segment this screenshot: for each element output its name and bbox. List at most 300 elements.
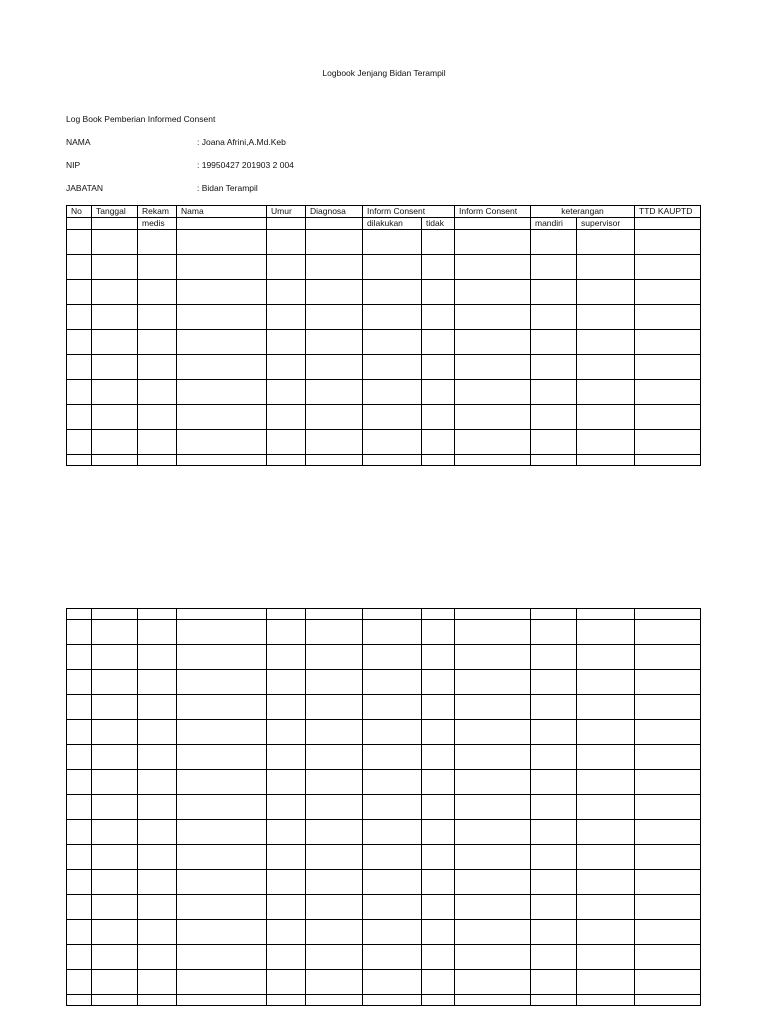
table-cell[interactable] bbox=[635, 845, 701, 870]
table-cell[interactable] bbox=[67, 695, 92, 720]
table-cell[interactable] bbox=[422, 870, 455, 895]
table-cell[interactable] bbox=[177, 695, 267, 720]
table-cell[interactable] bbox=[67, 795, 92, 820]
table-cell[interactable] bbox=[177, 770, 267, 795]
table-cell[interactable] bbox=[138, 970, 177, 995]
table-cell[interactable] bbox=[635, 330, 701, 355]
table-cell[interactable] bbox=[363, 770, 422, 795]
table-cell[interactable] bbox=[138, 305, 177, 330]
table-cell[interactable] bbox=[531, 845, 577, 870]
table-cell[interactable] bbox=[577, 620, 635, 645]
table-cell[interactable] bbox=[138, 770, 177, 795]
table-cell[interactable] bbox=[531, 670, 577, 695]
table-cell[interactable] bbox=[138, 670, 177, 695]
table-cell[interactable] bbox=[138, 405, 177, 430]
table-cell[interactable] bbox=[363, 895, 422, 920]
table-cell[interactable] bbox=[306, 945, 363, 970]
table-cell[interactable] bbox=[531, 995, 577, 1006]
table-cell[interactable] bbox=[577, 845, 635, 870]
table-cell[interactable] bbox=[138, 845, 177, 870]
table-cell[interactable] bbox=[67, 230, 92, 255]
table-cell[interactable] bbox=[455, 330, 531, 355]
table-cell[interactable] bbox=[363, 455, 422, 466]
table-cell[interactable] bbox=[531, 770, 577, 795]
table-cell[interactable] bbox=[363, 720, 422, 745]
table-cell[interactable] bbox=[267, 280, 306, 305]
table-cell[interactable] bbox=[577, 280, 635, 305]
table-cell[interactable] bbox=[92, 305, 138, 330]
table-cell[interactable] bbox=[577, 230, 635, 255]
table-cell[interactable] bbox=[363, 355, 422, 380]
table-cell[interactable] bbox=[531, 920, 577, 945]
table-cell[interactable] bbox=[363, 380, 422, 405]
table-cell[interactable] bbox=[577, 820, 635, 845]
table-cell[interactable] bbox=[635, 355, 701, 380]
table-cell[interactable] bbox=[531, 620, 577, 645]
table-cell[interactable] bbox=[177, 970, 267, 995]
table-cell[interactable] bbox=[363, 920, 422, 945]
table-cell[interactable] bbox=[531, 895, 577, 920]
table-cell[interactable] bbox=[67, 609, 92, 620]
table-cell[interactable] bbox=[306, 380, 363, 405]
table-cell[interactable] bbox=[92, 280, 138, 305]
table-cell[interactable] bbox=[635, 770, 701, 795]
table-cell[interactable] bbox=[363, 430, 422, 455]
table-cell[interactable] bbox=[635, 745, 701, 770]
table-cell[interactable] bbox=[531, 945, 577, 970]
table-cell[interactable] bbox=[92, 720, 138, 745]
table-cell[interactable] bbox=[67, 455, 92, 466]
table-cell[interactable] bbox=[363, 330, 422, 355]
table-cell[interactable] bbox=[455, 645, 531, 670]
table-cell[interactable] bbox=[531, 230, 577, 255]
table-cell[interactable] bbox=[67, 770, 92, 795]
table-cell[interactable] bbox=[422, 895, 455, 920]
table-cell[interactable] bbox=[267, 430, 306, 455]
table-cell[interactable] bbox=[92, 620, 138, 645]
table-cell[interactable] bbox=[267, 645, 306, 670]
table-cell[interactable] bbox=[177, 230, 267, 255]
table-cell[interactable] bbox=[138, 645, 177, 670]
table-cell[interactable] bbox=[455, 770, 531, 795]
table-cell[interactable] bbox=[635, 380, 701, 405]
table-cell[interactable] bbox=[306, 430, 363, 455]
table-cell[interactable] bbox=[635, 795, 701, 820]
table-cell[interactable] bbox=[635, 695, 701, 720]
table-cell[interactable] bbox=[267, 720, 306, 745]
table-cell[interactable] bbox=[267, 770, 306, 795]
table-cell[interactable] bbox=[635, 405, 701, 430]
table-cell[interactable] bbox=[455, 620, 531, 645]
table-cell[interactable] bbox=[531, 455, 577, 466]
table-cell[interactable] bbox=[531, 330, 577, 355]
table-cell[interactable] bbox=[577, 895, 635, 920]
table-cell[interactable] bbox=[92, 230, 138, 255]
table-cell[interactable] bbox=[67, 895, 92, 920]
table-cell[interactable] bbox=[422, 330, 455, 355]
table-cell[interactable] bbox=[177, 620, 267, 645]
table-cell[interactable] bbox=[67, 970, 92, 995]
table-cell[interactable] bbox=[67, 670, 92, 695]
table-cell[interactable] bbox=[363, 945, 422, 970]
table-cell[interactable] bbox=[531, 745, 577, 770]
table-cell[interactable] bbox=[92, 745, 138, 770]
table-cell[interactable] bbox=[177, 280, 267, 305]
table-cell[interactable] bbox=[306, 645, 363, 670]
table-cell[interactable] bbox=[422, 970, 455, 995]
table-cell[interactable] bbox=[267, 795, 306, 820]
table-cell[interactable] bbox=[306, 920, 363, 945]
table-cell[interactable] bbox=[177, 609, 267, 620]
table-cell[interactable] bbox=[67, 355, 92, 380]
table-cell[interactable] bbox=[422, 695, 455, 720]
table-cell[interactable] bbox=[363, 845, 422, 870]
table-cell[interactable] bbox=[306, 455, 363, 466]
table-cell[interactable] bbox=[306, 255, 363, 280]
table-cell[interactable] bbox=[455, 230, 531, 255]
table-cell[interactable] bbox=[177, 670, 267, 695]
table-cell[interactable] bbox=[531, 405, 577, 430]
table-cell[interactable] bbox=[422, 455, 455, 466]
table-cell[interactable] bbox=[67, 330, 92, 355]
table-cell[interactable] bbox=[306, 405, 363, 430]
table-cell[interactable] bbox=[138, 945, 177, 970]
table-cell[interactable] bbox=[306, 280, 363, 305]
table-cell[interactable] bbox=[422, 620, 455, 645]
table-cell[interactable] bbox=[92, 895, 138, 920]
table-cell[interactable] bbox=[306, 820, 363, 845]
table-cell[interactable] bbox=[267, 970, 306, 995]
table-cell[interactable] bbox=[67, 945, 92, 970]
table-cell[interactable] bbox=[306, 620, 363, 645]
table-cell[interactable] bbox=[67, 995, 92, 1006]
table-cell[interactable] bbox=[138, 230, 177, 255]
table-cell[interactable] bbox=[177, 945, 267, 970]
table-cell[interactable] bbox=[67, 820, 92, 845]
table-cell[interactable] bbox=[92, 845, 138, 870]
table-cell[interactable] bbox=[67, 920, 92, 945]
table-cell[interactable] bbox=[306, 305, 363, 330]
table-cell[interactable] bbox=[422, 430, 455, 455]
table-cell[interactable] bbox=[138, 995, 177, 1006]
table-cell[interactable] bbox=[455, 670, 531, 695]
table-cell[interactable] bbox=[267, 609, 306, 620]
table-cell[interactable] bbox=[531, 970, 577, 995]
table-cell[interactable] bbox=[92, 945, 138, 970]
table-cell[interactable] bbox=[267, 745, 306, 770]
table-cell[interactable] bbox=[306, 230, 363, 255]
table-cell[interactable] bbox=[267, 355, 306, 380]
table-cell[interactable] bbox=[177, 645, 267, 670]
table-cell[interactable] bbox=[267, 305, 306, 330]
table-cell[interactable] bbox=[67, 845, 92, 870]
table-cell[interactable] bbox=[363, 970, 422, 995]
table-cell[interactable] bbox=[138, 895, 177, 920]
table-cell[interactable] bbox=[531, 720, 577, 745]
table-cell[interactable] bbox=[67, 645, 92, 670]
table-cell[interactable] bbox=[635, 609, 701, 620]
table-cell[interactable] bbox=[306, 995, 363, 1006]
table-cell[interactable] bbox=[267, 620, 306, 645]
table-cell[interactable] bbox=[455, 280, 531, 305]
table-cell[interactable] bbox=[363, 255, 422, 280]
table-cell[interactable] bbox=[531, 820, 577, 845]
table-cell[interactable] bbox=[422, 405, 455, 430]
table-cell[interactable] bbox=[577, 430, 635, 455]
table-cell[interactable] bbox=[577, 695, 635, 720]
table-cell[interactable] bbox=[422, 770, 455, 795]
table-cell[interactable] bbox=[577, 670, 635, 695]
table-cell[interactable] bbox=[577, 355, 635, 380]
table-cell[interactable] bbox=[531, 255, 577, 280]
table-cell[interactable] bbox=[455, 945, 531, 970]
table-cell[interactable] bbox=[363, 645, 422, 670]
table-cell[interactable] bbox=[92, 355, 138, 380]
table-cell[interactable] bbox=[267, 230, 306, 255]
table-cell[interactable] bbox=[577, 795, 635, 820]
table-cell[interactable] bbox=[92, 380, 138, 405]
table-cell[interactable] bbox=[577, 870, 635, 895]
table-cell[interactable] bbox=[267, 380, 306, 405]
table-cell[interactable] bbox=[422, 230, 455, 255]
table-cell[interactable] bbox=[177, 405, 267, 430]
table-cell[interactable] bbox=[422, 280, 455, 305]
table-cell[interactable] bbox=[455, 255, 531, 280]
table-cell[interactable] bbox=[267, 845, 306, 870]
table-cell[interactable] bbox=[531, 870, 577, 895]
table-cell[interactable] bbox=[306, 845, 363, 870]
table-cell[interactable] bbox=[177, 870, 267, 895]
table-cell[interactable] bbox=[267, 870, 306, 895]
table-cell[interactable] bbox=[577, 255, 635, 280]
table-cell[interactable] bbox=[177, 255, 267, 280]
table-cell[interactable] bbox=[306, 355, 363, 380]
table-cell[interactable] bbox=[177, 355, 267, 380]
table-cell[interactable] bbox=[138, 609, 177, 620]
table-cell[interactable] bbox=[577, 945, 635, 970]
table-cell[interactable] bbox=[177, 920, 267, 945]
table-cell[interactable] bbox=[635, 255, 701, 280]
table-cell[interactable] bbox=[422, 845, 455, 870]
table-cell[interactable] bbox=[422, 670, 455, 695]
table-cell[interactable] bbox=[306, 895, 363, 920]
table-cell[interactable] bbox=[92, 405, 138, 430]
table-cell[interactable] bbox=[267, 695, 306, 720]
table-cell[interactable] bbox=[92, 995, 138, 1006]
table-cell[interactable] bbox=[422, 609, 455, 620]
table-cell[interactable] bbox=[138, 795, 177, 820]
table-cell[interactable] bbox=[363, 609, 422, 620]
table-cell[interactable] bbox=[177, 380, 267, 405]
table-cell[interactable] bbox=[267, 255, 306, 280]
table-cell[interactable] bbox=[67, 620, 92, 645]
table-cell[interactable] bbox=[577, 745, 635, 770]
table-cell[interactable] bbox=[92, 330, 138, 355]
table-cell[interactable] bbox=[635, 305, 701, 330]
table-cell[interactable] bbox=[577, 970, 635, 995]
table-cell[interactable] bbox=[138, 355, 177, 380]
table-cell[interactable] bbox=[422, 645, 455, 670]
table-cell[interactable] bbox=[363, 305, 422, 330]
table-cell[interactable] bbox=[138, 280, 177, 305]
table-cell[interactable] bbox=[67, 870, 92, 895]
table-cell[interactable] bbox=[363, 995, 422, 1006]
table-cell[interactable] bbox=[455, 455, 531, 466]
table-cell[interactable] bbox=[363, 745, 422, 770]
table-cell[interactable] bbox=[67, 430, 92, 455]
table-cell[interactable] bbox=[267, 995, 306, 1006]
table-cell[interactable] bbox=[67, 280, 92, 305]
table-cell[interactable] bbox=[363, 695, 422, 720]
table-cell[interactable] bbox=[138, 380, 177, 405]
table-cell[interactable] bbox=[138, 330, 177, 355]
table-cell[interactable] bbox=[92, 870, 138, 895]
table-cell[interactable] bbox=[635, 230, 701, 255]
table-cell[interactable] bbox=[455, 895, 531, 920]
table-cell[interactable] bbox=[267, 455, 306, 466]
table-cell[interactable] bbox=[577, 330, 635, 355]
table-cell[interactable] bbox=[455, 870, 531, 895]
table-cell[interactable] bbox=[306, 330, 363, 355]
table-cell[interactable] bbox=[92, 609, 138, 620]
table-cell[interactable] bbox=[455, 995, 531, 1006]
table-cell[interactable] bbox=[267, 920, 306, 945]
table-cell[interactable] bbox=[138, 620, 177, 645]
table-cell[interactable] bbox=[138, 820, 177, 845]
table-cell[interactable] bbox=[531, 645, 577, 670]
table-cell[interactable] bbox=[138, 695, 177, 720]
table-cell[interactable] bbox=[577, 645, 635, 670]
table-cell[interactable] bbox=[363, 405, 422, 430]
table-cell[interactable] bbox=[635, 720, 701, 745]
table-cell[interactable] bbox=[67, 720, 92, 745]
table-cell[interactable] bbox=[177, 455, 267, 466]
table-cell[interactable] bbox=[138, 455, 177, 466]
table-cell[interactable] bbox=[531, 609, 577, 620]
table-cell[interactable] bbox=[363, 670, 422, 695]
table-cell[interactable] bbox=[92, 455, 138, 466]
table-cell[interactable] bbox=[635, 645, 701, 670]
table-cell[interactable] bbox=[138, 870, 177, 895]
table-cell[interactable] bbox=[363, 280, 422, 305]
table-cell[interactable] bbox=[267, 945, 306, 970]
table-cell[interactable] bbox=[422, 745, 455, 770]
table-cell[interactable] bbox=[177, 820, 267, 845]
table-cell[interactable] bbox=[455, 795, 531, 820]
table-cell[interactable] bbox=[92, 430, 138, 455]
table-cell[interactable] bbox=[531, 795, 577, 820]
table-cell[interactable] bbox=[306, 695, 363, 720]
table-cell[interactable] bbox=[92, 795, 138, 820]
table-cell[interactable] bbox=[455, 695, 531, 720]
table-cell[interactable] bbox=[92, 255, 138, 280]
table-cell[interactable] bbox=[363, 620, 422, 645]
table-cell[interactable] bbox=[531, 280, 577, 305]
table-cell[interactable] bbox=[306, 795, 363, 820]
table-cell[interactable] bbox=[67, 405, 92, 430]
table-cell[interactable] bbox=[138, 745, 177, 770]
table-cell[interactable] bbox=[177, 430, 267, 455]
table-cell[interactable] bbox=[577, 995, 635, 1006]
table-cell[interactable] bbox=[577, 770, 635, 795]
table-cell[interactable] bbox=[531, 430, 577, 455]
table-cell[interactable] bbox=[455, 845, 531, 870]
table-cell[interactable] bbox=[267, 670, 306, 695]
table-cell[interactable] bbox=[635, 945, 701, 970]
table-cell[interactable] bbox=[455, 745, 531, 770]
table-cell[interactable] bbox=[455, 305, 531, 330]
table-cell[interactable] bbox=[306, 609, 363, 620]
table-cell[interactable] bbox=[455, 820, 531, 845]
table-cell[interactable] bbox=[177, 745, 267, 770]
table-cell[interactable] bbox=[92, 695, 138, 720]
table-cell[interactable] bbox=[177, 330, 267, 355]
table-cell[interactable] bbox=[455, 355, 531, 380]
table-cell[interactable] bbox=[138, 720, 177, 745]
table-cell[interactable] bbox=[531, 305, 577, 330]
table-cell[interactable] bbox=[422, 945, 455, 970]
table-cell[interactable] bbox=[422, 820, 455, 845]
table-cell[interactable] bbox=[267, 820, 306, 845]
table-cell[interactable] bbox=[635, 995, 701, 1006]
table-cell[interactable] bbox=[577, 305, 635, 330]
table-cell[interactable] bbox=[455, 405, 531, 430]
table-cell[interactable] bbox=[422, 355, 455, 380]
table-cell[interactable] bbox=[577, 405, 635, 430]
table-cell[interactable] bbox=[455, 720, 531, 745]
table-cell[interactable] bbox=[363, 230, 422, 255]
table-cell[interactable] bbox=[455, 970, 531, 995]
table-cell[interactable] bbox=[577, 455, 635, 466]
table-cell[interactable] bbox=[577, 920, 635, 945]
table-cell[interactable] bbox=[67, 380, 92, 405]
table-cell[interactable] bbox=[635, 920, 701, 945]
table-cell[interactable] bbox=[306, 970, 363, 995]
table-cell[interactable] bbox=[177, 720, 267, 745]
table-cell[interactable] bbox=[531, 380, 577, 405]
table-cell[interactable] bbox=[422, 795, 455, 820]
table-cell[interactable] bbox=[177, 995, 267, 1006]
table-cell[interactable] bbox=[577, 609, 635, 620]
table-cell[interactable] bbox=[635, 670, 701, 695]
table-cell[interactable] bbox=[92, 920, 138, 945]
table-cell[interactable] bbox=[635, 970, 701, 995]
table-cell[interactable] bbox=[306, 770, 363, 795]
table-cell[interactable] bbox=[422, 720, 455, 745]
table-cell[interactable] bbox=[422, 380, 455, 405]
table-cell[interactable] bbox=[577, 380, 635, 405]
table-cell[interactable] bbox=[455, 920, 531, 945]
table-cell[interactable] bbox=[92, 770, 138, 795]
table-cell[interactable] bbox=[92, 670, 138, 695]
table-cell[interactable] bbox=[635, 430, 701, 455]
table-cell[interactable] bbox=[577, 720, 635, 745]
table-cell[interactable] bbox=[92, 970, 138, 995]
table-cell[interactable] bbox=[422, 305, 455, 330]
table-cell[interactable] bbox=[67, 745, 92, 770]
table-cell[interactable] bbox=[138, 255, 177, 280]
table-cell[interactable] bbox=[635, 455, 701, 466]
table-cell[interactable] bbox=[267, 405, 306, 430]
table-cell[interactable] bbox=[635, 820, 701, 845]
table-cell[interactable] bbox=[138, 920, 177, 945]
table-cell[interactable] bbox=[531, 355, 577, 380]
table-cell[interactable] bbox=[92, 820, 138, 845]
table-cell[interactable] bbox=[531, 695, 577, 720]
table-cell[interactable] bbox=[635, 280, 701, 305]
table-cell[interactable] bbox=[306, 670, 363, 695]
table-cell[interactable] bbox=[138, 430, 177, 455]
